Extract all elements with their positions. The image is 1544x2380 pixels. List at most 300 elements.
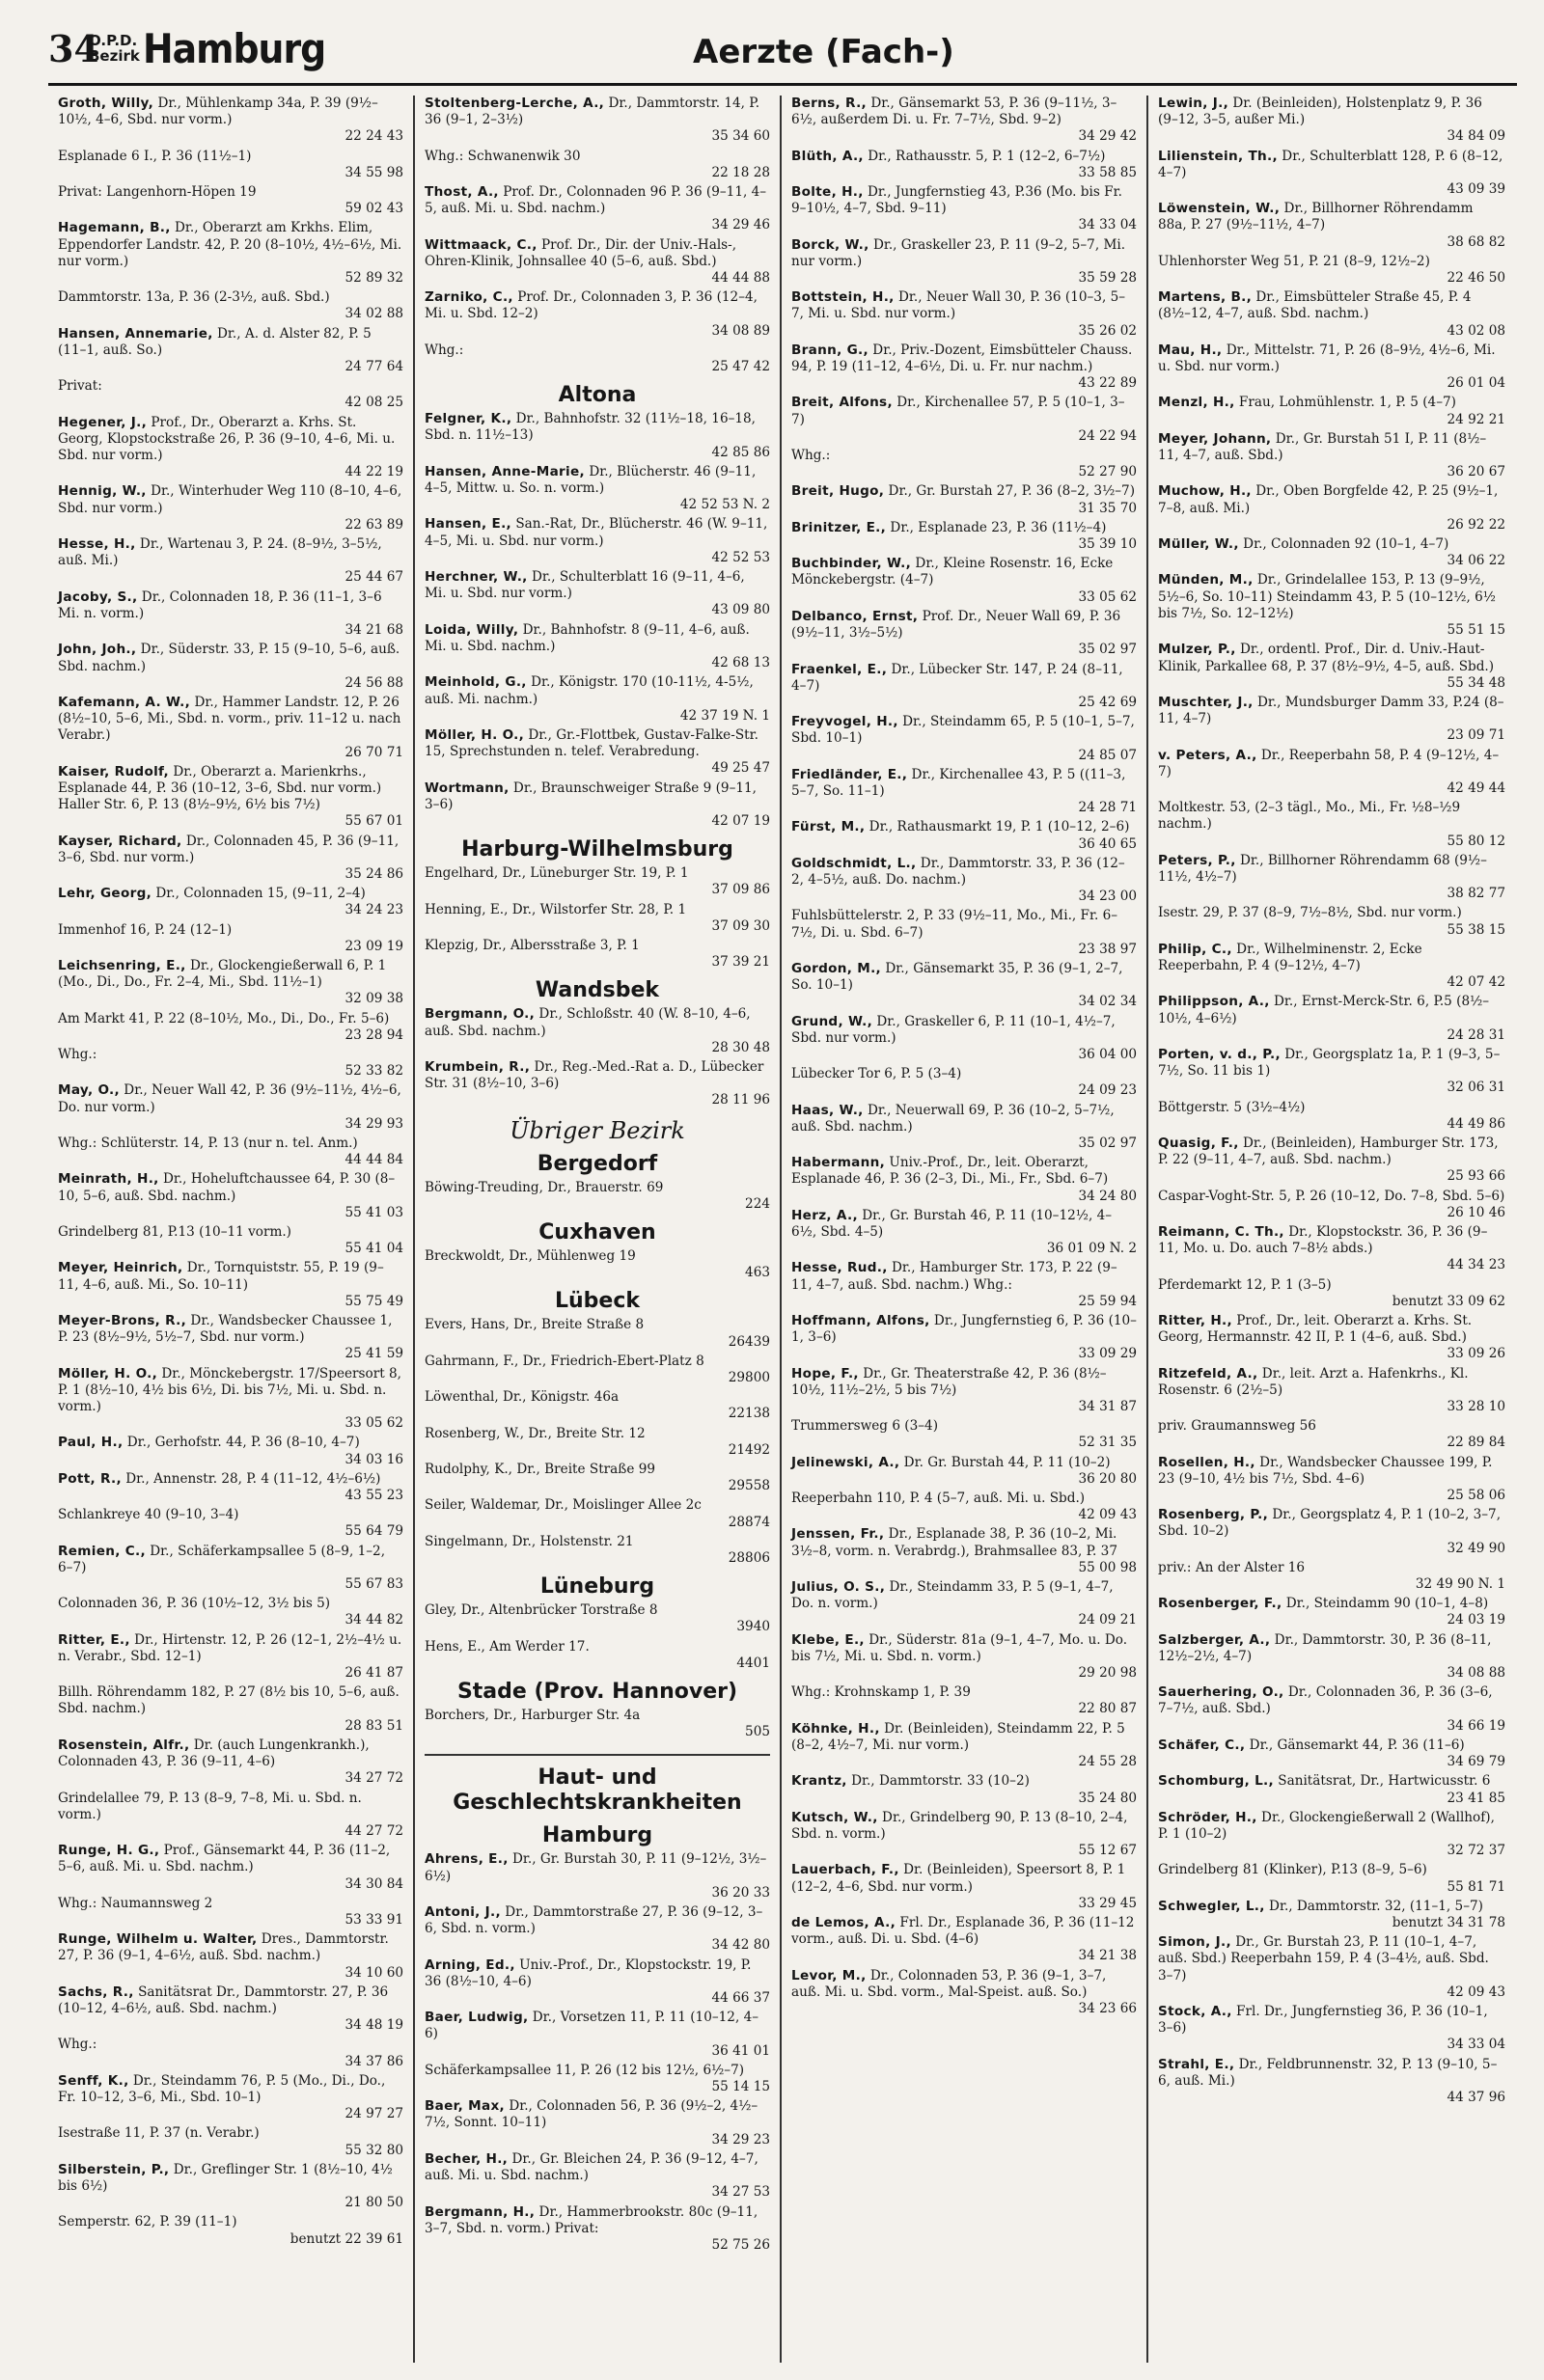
directory-entry bbox=[425, 96, 770, 146]
entry-name: Martens, B., bbox=[1158, 289, 1253, 306]
entry-phone: 26 10 46 bbox=[1447, 1204, 1505, 1220]
entry-phone: 42 49 44 bbox=[1447, 780, 1505, 796]
entry-details: Prof. Dr., Colonnaden 96 P. 36 (9–11, 4–5, auß. Mi. u. Sbd. nachm.) bbox=[425, 184, 767, 217]
directory-entry bbox=[58, 415, 403, 481]
entry-name: Rosenberger, F., bbox=[1158, 1596, 1282, 1612]
entry-phone: 29558 bbox=[728, 1478, 770, 1494]
entry-phone: 25 59 94 bbox=[1078, 1293, 1137, 1309]
entry-phone: 33 58 85 bbox=[1078, 164, 1137, 180]
directory-entry bbox=[58, 1791, 403, 1841]
entry-details: Dr., Neuer Wall 42, P. 36 (9½–11½, 4½–6, Do. nur vorm.) bbox=[58, 1082, 401, 1115]
directory-entry bbox=[58, 326, 403, 376]
entry-name: Ritzefeld, A., bbox=[1158, 1365, 1258, 1381]
entry-details: Dr., Colonnaden 36, P. 36 (3–6, 7–7½, auß. Sbd.) bbox=[1158, 1684, 1493, 1717]
entry-phone: 31 35 70 bbox=[1078, 500, 1137, 516]
directory-entry bbox=[791, 908, 1137, 958]
directory-entry bbox=[791, 289, 1137, 340]
entry-details: Frau, Lohmühlenstr. 1, P. 5 (4–7) bbox=[1234, 395, 1456, 411]
directory-entry bbox=[58, 1366, 403, 1433]
directory-entry bbox=[58, 536, 403, 587]
entry-phone: 34 06 22 bbox=[1447, 553, 1505, 569]
directory-entry bbox=[425, 1006, 770, 1056]
entry-phone: 23 09 71 bbox=[1447, 727, 1505, 744]
entry-details: Grindelberg 81, P.13 (10–11 vorm.) bbox=[58, 1224, 291, 1240]
entry-phone: 44 27 72 bbox=[345, 1822, 403, 1839]
entry-phone: 52 89 32 bbox=[345, 270, 403, 287]
entry-details: Dr., Winterhuder Weg 110 (8–10, 4–6, Sbd. nur vorm.) bbox=[58, 483, 402, 516]
directory-entry bbox=[1158, 342, 1505, 393]
entry-phone: 35 59 28 bbox=[1078, 270, 1137, 287]
entry-name: Jelinewski, A., bbox=[791, 1454, 900, 1470]
entry-phone: 53 33 91 bbox=[345, 1911, 403, 1928]
directory-entry bbox=[425, 237, 770, 287]
entry-phone: 32 49 90 bbox=[1447, 1540, 1505, 1556]
entry-phone: 55 81 71 bbox=[1447, 1878, 1505, 1895]
entry-phone: 36 20 80 bbox=[1078, 1470, 1137, 1487]
entry-phone: 38 68 82 bbox=[1447, 233, 1505, 250]
section-heading: Lüneburg bbox=[539, 1574, 655, 1600]
entry-details: Gley, Dr., Altenbrücker Torstraße 8 bbox=[425, 1602, 658, 1619]
entry-name: Ritter, E., bbox=[58, 1631, 130, 1648]
directory-entry bbox=[425, 1957, 770, 2008]
entry-details: Dr., Schulterblatt 16 (9–11, 4–6, Mi. u. Sbd. nur vorm.) bbox=[425, 569, 745, 602]
entry-phone: 28806 bbox=[728, 1550, 770, 1567]
directory-entry bbox=[58, 2037, 403, 2069]
entry-details: Am Markt 41, P. 22 (8–10½, Mo., Di., Do., Fr. 5–6) bbox=[58, 1010, 390, 1026]
entry-name: Silberstein, P., bbox=[58, 2161, 170, 2177]
directory-entry bbox=[425, 1059, 770, 1109]
directory-entry bbox=[791, 1155, 1137, 1205]
entry-phone: 24 09 23 bbox=[1078, 1082, 1137, 1099]
district-label: O.P.D. Bezirk bbox=[89, 32, 140, 65]
entry-phone: 44 34 23 bbox=[1447, 1257, 1505, 1273]
entry-phone: 44 49 86 bbox=[1447, 1115, 1505, 1132]
entry-details: Dr., Braunschweiger Straße 9 (9–11, 3–6) bbox=[425, 780, 757, 812]
entry-name: Meyer, Heinrich, bbox=[58, 1260, 183, 1276]
entry-name: Meyer-Brons, R., bbox=[58, 1313, 187, 1329]
entry-name: Arning, Ed., bbox=[425, 1956, 515, 1973]
entry-details: Whg.: Schlüterstr. 14, P. 13 (nur n. tel. Anm.) bbox=[58, 1135, 358, 1151]
entry-phone: 26 70 71 bbox=[345, 744, 403, 760]
entry-details: Dr., (Beinleiden), Hamburger Str. 173, P. 22 (9–11, 4–7, auß. Sbd. nachm.) bbox=[1158, 1135, 1499, 1168]
directory-entry bbox=[58, 1684, 403, 1735]
entry-phone: 33 09 26 bbox=[1447, 1346, 1505, 1362]
directory-entry bbox=[1158, 1047, 1505, 1097]
entry-phone: 55 12 67 bbox=[1078, 1843, 1137, 1859]
entry-phone: 28874 bbox=[728, 1514, 770, 1530]
entry-phone: 34 27 72 bbox=[345, 1770, 403, 1787]
entry-name: Reimann, C. Th., bbox=[1158, 1224, 1284, 1240]
entry-details: Dr., Mönckebergstr. 17/Speersort 8, P. 1 (8½–10, 4½ bis 6½, Di. bis 7½, Mi. u. Sbd. n. vorm.) bbox=[58, 1365, 401, 1415]
directory-entry bbox=[791, 1103, 1137, 1153]
entry-details: Schlankreye 40 (9–10, 3–4) bbox=[58, 1507, 239, 1523]
directory-entry bbox=[791, 96, 1137, 146]
entry-phone: benutzt 34 31 78 bbox=[1392, 1914, 1505, 1930]
section-title: Aerzte (Fach-) bbox=[693, 33, 954, 71]
directory-entry bbox=[1158, 431, 1505, 481]
entry-phone: 55 80 12 bbox=[1447, 833, 1505, 849]
directory-entry bbox=[791, 1684, 1137, 1717]
directory-entry bbox=[58, 220, 403, 287]
entry-details: Dr., Gänsemarkt 35, P. 36 (9–1, 2–7, So. 10–1) bbox=[791, 960, 1123, 994]
entry-name: Hesse, H., bbox=[58, 536, 136, 553]
entry-phone: 43 55 23 bbox=[345, 1488, 403, 1504]
entry-details: Sanitätsrat Dr., Dammtorstr. 27, P. 36 (10–12, 4–6½, auß. Sbd. nachm.) bbox=[58, 1983, 389, 2016]
entry-phone: 43 09 39 bbox=[1447, 181, 1505, 198]
directory-entry bbox=[1158, 1737, 1505, 1770]
entry-name: Porten, v. d., P., bbox=[1158, 1046, 1281, 1062]
entry-phone: 25 44 67 bbox=[345, 569, 403, 586]
entry-details: Dr., Gr. Burstah 51 I, P. 11 (8½–11, 4–7, auß. Sbd.) bbox=[1158, 430, 1487, 464]
entry-phone: 36 41 01 bbox=[711, 2042, 770, 2059]
entry-name: John, Joh., bbox=[58, 642, 137, 658]
entry-phone: 55 00 98 bbox=[1078, 1559, 1137, 1575]
directory-entry bbox=[791, 1260, 1137, 1310]
entry-details: Dr., Gr. Burstah 27, P. 36 (8–2, 3½–7) bbox=[884, 483, 1135, 500]
entry-phone: 32 49 90 N. 1 bbox=[1415, 1576, 1505, 1593]
entry-phone: 37 09 86 bbox=[711, 882, 770, 898]
entry-name: Leichsenring, E., bbox=[58, 957, 186, 973]
entry-phone: 55 32 80 bbox=[345, 2142, 403, 2158]
entry-phone: 34 10 60 bbox=[345, 1964, 403, 1981]
directory-entry bbox=[1158, 1100, 1505, 1133]
directory-entry bbox=[58, 2162, 403, 2212]
directory-entry bbox=[425, 2063, 770, 2095]
entry-phone: 28 11 96 bbox=[711, 1092, 770, 1108]
entry-phone: 34 21 68 bbox=[345, 622, 403, 639]
directory-entry bbox=[1158, 1313, 1505, 1363]
entry-phone: 25 58 06 bbox=[1447, 1488, 1505, 1504]
entry-phone: 24 22 94 bbox=[1078, 427, 1137, 444]
entry-name: Schröder, H., bbox=[1158, 1809, 1257, 1825]
entry-details: Grindelberg 81 (Klinker), P.13 (8–9, 5–6) bbox=[1158, 1862, 1427, 1878]
directory-entry bbox=[791, 1455, 1137, 1488]
entry-name: Mau, H., bbox=[1158, 342, 1223, 358]
directory-entry bbox=[791, 1579, 1137, 1629]
entry-phone: 42 52 53 N. 2 bbox=[679, 497, 770, 513]
directory-entry bbox=[1158, 642, 1505, 692]
entry-phone: 26 92 22 bbox=[1447, 516, 1505, 533]
entry-phone: 32 09 38 bbox=[345, 991, 403, 1007]
directory-entry bbox=[58, 834, 403, 884]
entry-name: May, O., bbox=[58, 1082, 120, 1099]
directory-entry bbox=[425, 184, 770, 234]
entry-details: Dr., Grindelallee 153, P. 13 (9–9½, 5½–6, So. 10–11) Steindamm 43, P. 5 (10–12½, 6½ bis 7½, So. 12–12½) bbox=[1158, 572, 1496, 621]
entry-phone: 23 09 19 bbox=[345, 938, 403, 954]
entry-name: Philippson, A., bbox=[1158, 994, 1270, 1010]
entry-details: Dr., Hoheluftchaussee 64, P. 30 (8–10, 5–6, auß. Sbd. nachm.) bbox=[58, 1171, 396, 1204]
entry-details: Dr., Bahnhofstr. 8 (9–11, 4–6, auß. Mi. u. Sbd. nachm.) bbox=[425, 621, 750, 654]
entry-details: Esplanade 6 I., P. 36 (11½–1) bbox=[58, 148, 252, 164]
directory-entry bbox=[425, 411, 770, 461]
entry-phone: 34 24 80 bbox=[1078, 1188, 1137, 1204]
entry-phone: 34 08 89 bbox=[711, 322, 770, 339]
directory-entry bbox=[1158, 1899, 1505, 1931]
entry-phone: 29800 bbox=[728, 1369, 770, 1385]
entry-details: Breckwoldt, Dr., Mühlenweg 19 bbox=[425, 1247, 636, 1264]
columns bbox=[48, 96, 1517, 2363]
entry-phone: 52 27 90 bbox=[1078, 464, 1137, 480]
entry-details: Dr., Dammtorstr. 32, (11–1, 5–7) bbox=[1264, 1898, 1483, 1914]
entry-phone: 22 24 43 bbox=[345, 128, 403, 145]
entry-phone: 33 29 45 bbox=[1078, 1895, 1137, 1911]
entry-phone: 44 44 84 bbox=[345, 1152, 403, 1168]
entry-phone: 22 46 50 bbox=[1447, 270, 1505, 287]
directory-entry bbox=[58, 1737, 403, 1788]
entry-name: Möller, H. O., bbox=[425, 726, 525, 743]
entry-details: Dr., Georgsplatz 4, P. 1 (10–2, 3–7, Sbd. 10–2) bbox=[1158, 1507, 1502, 1540]
entry-details: Dr., Graskeller 6, P. 11 (10–1, 4½–7, Sbd. nur vorm.) bbox=[791, 1013, 1116, 1046]
directory-entry bbox=[1158, 1773, 1505, 1806]
entry-name: Groth, Willy, bbox=[58, 96, 154, 111]
entry-details: Dr., Annenstr. 28, P. 4 (11–12, 4½–6½) bbox=[121, 1470, 381, 1487]
entry-phone: 35 26 02 bbox=[1078, 322, 1137, 339]
directory-entry bbox=[425, 1180, 770, 1213]
directory-entry bbox=[58, 1596, 403, 1628]
entry-phone: 463 bbox=[745, 1265, 770, 1281]
entry-phone: 25 93 66 bbox=[1447, 1168, 1505, 1185]
directory-entry bbox=[1158, 1224, 1505, 1274]
directory-entry bbox=[791, 1721, 1137, 1771]
entry-name: Baer, Ludwig, bbox=[425, 2010, 529, 2026]
entry-phone: 35 24 86 bbox=[345, 865, 403, 882]
directory-entry bbox=[1158, 1596, 1505, 1628]
entry-details: Dr., Gr. Burstah 23, P. 11 (10–1, 4–7, auß. Sbd.) Reeperbahn 159, P. 4 (3–4½, auß. Sbd. 3–7) bbox=[1158, 1934, 1489, 1983]
entry-name: Baer, Max, bbox=[425, 2098, 505, 2115]
directory-entry bbox=[791, 1526, 1137, 1576]
entry-phone: 55 64 79 bbox=[345, 1523, 403, 1540]
directory-entry bbox=[1158, 483, 1505, 533]
entry-phone: 34 08 88 bbox=[1447, 1665, 1505, 1682]
entry-details: Dr., Steindamm 76, P. 5 (Mo., Di., Do., Fr. 10–12, 3–6, Mi., Sbd. 10–1) bbox=[58, 2072, 386, 2105]
entry-name: Brann, G., bbox=[791, 342, 868, 358]
directory-entry bbox=[425, 1639, 770, 1672]
directory-entry bbox=[1158, 201, 1505, 251]
entry-name: Stoltenberg-Lerche, A., bbox=[425, 96, 605, 111]
entry-name: Rosenberg, P., bbox=[1158, 1507, 1269, 1523]
directory-entry bbox=[425, 1708, 770, 1740]
entry-name: Bolte, H., bbox=[791, 184, 864, 201]
directory-entry bbox=[1158, 149, 1505, 199]
directory-entry bbox=[425, 1602, 770, 1635]
entry-details: Dr., Schloßstr. 40 (W. 8–10, 4–6, auß. Sbd. nachm.) bbox=[425, 1006, 751, 1039]
directory-entry bbox=[1158, 695, 1505, 745]
directory-entry bbox=[791, 1810, 1137, 1860]
entry-phone: 34 33 04 bbox=[1078, 217, 1137, 233]
directory-entry bbox=[425, 342, 770, 375]
directory-entry bbox=[1158, 96, 1505, 146]
entry-phone: 35 24 80 bbox=[1078, 1790, 1137, 1806]
entry-details: Dr., Gr. Burstah 30, P. 11 (9–12½, 3½–6½) bbox=[425, 1851, 767, 1884]
directory-entry bbox=[425, 149, 770, 181]
entry-phone: 25 42 69 bbox=[1078, 694, 1137, 710]
entry-name: Hansen, E., bbox=[425, 516, 512, 533]
entry-details: Privat: bbox=[58, 378, 102, 395]
entry-name: Lewin, J., bbox=[1158, 96, 1229, 111]
entry-name: Schäfer, C., bbox=[1158, 1737, 1246, 1753]
entry-name: Levor, M., bbox=[791, 1967, 867, 1983]
entry-phone: 4401 bbox=[736, 1655, 770, 1671]
directory-entry bbox=[1158, 800, 1505, 850]
entry-details: Dr., Mühlenkamp 34a, P. 39 (9½–10½, 4–6, Sbd. nur vorm.) bbox=[58, 96, 378, 128]
entry-phone: 36 20 67 bbox=[1447, 464, 1505, 480]
entry-details: Whg.: bbox=[58, 2037, 97, 2053]
entry-details: Dr., Rathausstr. 5, P. 1 (12–2, 6–7½) bbox=[863, 148, 1106, 164]
entry-details: Dr., Rathausmarkt 19, P. 1 (10–12, 2–6) bbox=[865, 819, 1130, 835]
column-2 bbox=[415, 96, 782, 2363]
entry-details: Dr., Wandsbecker Chaussee 1, P. 23 (8½–9½, 5½–7, Sbd. nur vorm.) bbox=[58, 1313, 393, 1346]
entry-details: Dr., Gr. Burstah 46, P. 11 (10–12½, 4–6½, Sbd. 4–5) bbox=[791, 1207, 1113, 1240]
entry-details: Dr., Steindamm 90 (10–1, 4–8) bbox=[1282, 1596, 1489, 1612]
entry-name: Müller, W., bbox=[1158, 536, 1239, 553]
entry-details: Hens, E., Am Werder 17. bbox=[425, 1638, 590, 1655]
directory-entry bbox=[791, 1773, 1137, 1806]
entry-details: Dr., Kleine Rosenstr. 16, Ecke Mönckebergstr. (4–7) bbox=[791, 556, 1114, 588]
entry-phone: 34 29 93 bbox=[345, 1115, 403, 1132]
entry-phone: 22 63 89 bbox=[345, 516, 403, 533]
entry-details: Dr., Ernst-Merck-Str. 6, P.5 (8½–10½, 4–6½) bbox=[1158, 994, 1490, 1026]
entry-phone: 22 80 87 bbox=[1078, 1701, 1137, 1717]
entry-details: Whg.: Krohnskamp 1, P. 39 bbox=[791, 1684, 971, 1701]
entry-details: Dr., Schulterblatt 128, P. 6 (8–12, 4–7) bbox=[1158, 148, 1503, 180]
entry-name: v. Peters, A., bbox=[1158, 747, 1257, 763]
directory-entry bbox=[791, 1366, 1137, 1416]
directory-entry bbox=[425, 1904, 770, 1955]
entry-phone: 34 55 98 bbox=[345, 164, 403, 180]
entry-phone: 33 09 29 bbox=[1078, 1346, 1137, 1362]
directory-entry bbox=[58, 1896, 403, 1929]
entry-phone: 224 bbox=[745, 1195, 770, 1212]
directory-entry bbox=[425, 1534, 770, 1567]
entry-details: Univ.-Prof., Dr., leit. Oberarzt, Esplanade 46, P. 36 (2–3, Di., Mi., Fr., Sbd. 6–7) bbox=[791, 1155, 1109, 1188]
directory-entry bbox=[791, 767, 1137, 817]
entry-details: Borchers, Dr., Harburger Str. 4a bbox=[425, 1708, 641, 1724]
entry-details: Dr. (Beinleiden), Steindamm 22, P. 5 (8–2, 4½–7, Mi. nur vorm.) bbox=[791, 1720, 1125, 1753]
directory-entry bbox=[58, 958, 403, 1008]
directory-entry bbox=[791, 237, 1137, 287]
entry-phone: 505 bbox=[745, 1724, 770, 1740]
entry-details: Evers, Hans, Dr., Breite Straße 8 bbox=[425, 1317, 645, 1333]
entry-details: Dr. (Beinleiden), Speersort 8, P. 1 (12–2, 4–6, Sbd. nur vorm.) bbox=[791, 1862, 1126, 1895]
entry-details: priv. Graumannsweg 56 bbox=[1158, 1418, 1316, 1435]
entry-details: Trummersweg 6 (3–4) bbox=[791, 1418, 938, 1435]
entry-details: Dr., Bahnhofstr. 32 (11½–18, 16–18, Sbd. n. 11½–13) bbox=[425, 411, 757, 444]
directory-entry bbox=[58, 764, 403, 831]
entry-name: Münden, M., bbox=[1158, 572, 1254, 588]
entry-phone: 42 52 53 bbox=[711, 549, 770, 565]
entry-phone: 42 08 25 bbox=[345, 395, 403, 411]
entry-name: Wittmaack, C., bbox=[425, 236, 538, 253]
entry-phone: 42 07 42 bbox=[1447, 974, 1505, 991]
entry-details: Whg.: bbox=[58, 1046, 97, 1062]
entry-phone: 34 23 00 bbox=[1078, 889, 1137, 905]
directory-entry bbox=[1158, 748, 1505, 798]
entry-details: Isestraße 11, P. 37 (n. Verabr.) bbox=[58, 2125, 260, 2142]
entry-name: Meyer, Johann, bbox=[1158, 430, 1272, 447]
entry-phone: 24 85 07 bbox=[1078, 747, 1137, 763]
entry-name: Habermann, bbox=[791, 1155, 886, 1171]
entry-name: Blüth, A., bbox=[791, 148, 864, 164]
entry-details: Dr., Feldbrunnenstr. 32, P. 13 (9–10, 5–6, auß. Mi.) bbox=[1158, 2056, 1498, 2089]
directory-entry bbox=[1158, 1189, 1505, 1221]
entry-details: Caspar-Voght-Str. 5, P. 26 (10–12, Do. 7–8, Sbd. 5–6) bbox=[1158, 1188, 1505, 1204]
entry-details: Dr., Colonnaden 53, P. 36 (9–1, 3–7, auß. Mi. u. Sbd. vorm., Mal-Speist. auß. So.) bbox=[791, 1967, 1107, 2000]
entry-phone: 55 75 49 bbox=[345, 1293, 403, 1309]
entry-details: Dr. (Beinleiden), Holstenplatz 9, P. 36 (9–12, 3–5, außer Mi.) bbox=[1158, 96, 1482, 128]
entry-phone: 42 85 86 bbox=[711, 444, 770, 460]
entry-name: Schomburg, L., bbox=[1158, 1773, 1274, 1790]
entry-name: Rosenstein, Alfr., bbox=[58, 1737, 190, 1753]
entry-name: Breit, Hugo, bbox=[791, 483, 885, 500]
directory-entry bbox=[1158, 1135, 1505, 1186]
entry-details: Dr., Tornquiststr. 55, P. 19 (9–11, 4–6, auß. Mi., So. 10–11) bbox=[58, 1260, 384, 1293]
directory-entry bbox=[58, 1313, 403, 1363]
entry-details: Prof. Dr., Neuer Wall 69, P. 36 (9½–11, 3½–5½) bbox=[791, 608, 1121, 642]
entry-phone: 34 29 42 bbox=[1078, 128, 1137, 145]
entry-details: Dr., Oben Borgfelde 42, P. 25 (9½–1, 7–8, auß. Mi.) bbox=[1158, 483, 1499, 516]
entry-phone: 26 01 04 bbox=[1447, 375, 1505, 392]
entry-phone: 24 97 27 bbox=[345, 2106, 403, 2122]
entry-name: Zarniko, C., bbox=[425, 289, 513, 306]
entry-name: Klebe, E., bbox=[791, 1631, 865, 1648]
city-name: Hamburg bbox=[143, 25, 326, 72]
entry-name: Meinhold, G., bbox=[425, 674, 527, 691]
entry-phone: 34 30 84 bbox=[345, 1875, 403, 1892]
directory-entry bbox=[58, 1632, 403, 1682]
directory-entry bbox=[58, 2214, 403, 2247]
entry-details: Dr., leit. Arzt a. Hafenkrhs., Kl. Rosenstr. 6 (2½–5) bbox=[1158, 1365, 1469, 1398]
entry-details: Dr., Gr. Bleichen 24, P. 36 (9–12, 4–7, auß. Mi. u. Sbd. nachm.) bbox=[425, 2150, 758, 2184]
entry-name: Berns, R., bbox=[791, 96, 867, 111]
directory-entry bbox=[58, 1135, 403, 1168]
directory-entry bbox=[58, 695, 403, 761]
directory-entry bbox=[791, 149, 1137, 181]
entry-name: Delbanco, Ernst, bbox=[791, 608, 919, 624]
directory-entry bbox=[425, 1248, 770, 1281]
entry-phone: 24 09 21 bbox=[1078, 1612, 1137, 1628]
entry-phone: 59 02 43 bbox=[345, 201, 403, 217]
entry-phone: benutzt 33 09 62 bbox=[1392, 1293, 1505, 1309]
entry-phone: 25 47 42 bbox=[711, 359, 770, 375]
directory-entry bbox=[425, 1426, 770, 1459]
entry-phone: 42 07 19 bbox=[711, 812, 770, 829]
directory-entry bbox=[425, 2151, 770, 2202]
entry-phone: 34 29 23 bbox=[711, 2131, 770, 2147]
entry-details: Dr., Oberarzt a. Marienkrhs., Esplanade 44, P. 36 (10–12, 3–6, Sbd. nur vorm.) Haller Str. 6, P. 13 (8½–9½, 6½ bis 7½) bbox=[58, 763, 382, 813]
directory-entry bbox=[791, 662, 1137, 712]
directory-entry bbox=[58, 1260, 403, 1310]
entry-details: Dr., Lübecker Str. 147, P. 24 (8–11, 4–7) bbox=[791, 661, 1123, 694]
entry-phone: 55 14 15 bbox=[711, 2079, 770, 2095]
directory-entry bbox=[1158, 1418, 1505, 1451]
entry-details: Prof. Dr., Colonnaden 3, P. 36 (12–4, Mi. u. Sbd. 12–2) bbox=[425, 289, 758, 322]
entry-phone: 24 55 28 bbox=[1078, 1754, 1137, 1770]
entry-name: Sachs, R., bbox=[58, 1983, 134, 2000]
directory-entry bbox=[1158, 905, 1505, 938]
entry-name: Kaiser, Rudolf, bbox=[58, 763, 169, 780]
directory-entry bbox=[425, 464, 770, 514]
entry-details: Dr., Esplanade 38, P. 36 (10–2, Mi. 3½–8, vorm. n. Verabrdg.), Brahmsallee 83, P. 37 bbox=[791, 1526, 1117, 1559]
entry-phone: 24 28 71 bbox=[1078, 800, 1137, 816]
entry-phone: 42 09 43 bbox=[1447, 1983, 1505, 2000]
entry-details: Fuhlsbüttelerstr. 2, P. 33 (9½–11, Mo., Mi., Fr. 6–7½, Di. u. Sbd. 6–7) bbox=[791, 908, 1118, 941]
entry-name: Julius, O. S., bbox=[791, 1579, 886, 1596]
entry-details: Privat: Langenhorn-Höpen 19 bbox=[58, 184, 257, 201]
entry-name: Lilienstein, Th., bbox=[1158, 148, 1278, 164]
directory-entry bbox=[425, 938, 770, 971]
entry-phone: 24 77 64 bbox=[345, 359, 403, 375]
entry-details: Rosenberg, W., Dr., Breite Str. 12 bbox=[425, 1425, 646, 1441]
